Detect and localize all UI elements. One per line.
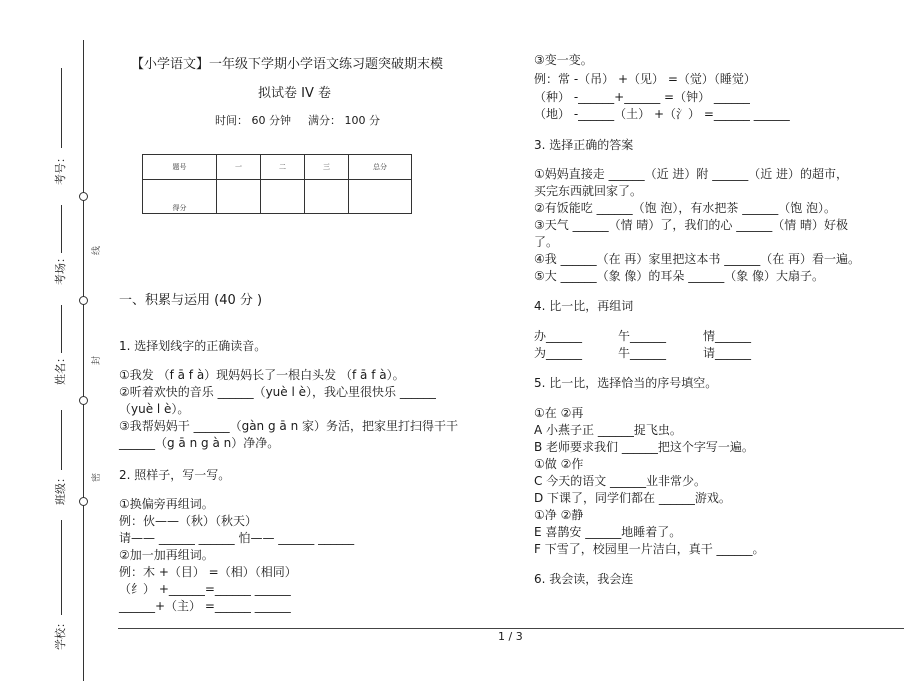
q3-line: ⑤大 ______（象 像）的耳朵 ______（象 像）大扇子。 (534, 269, 825, 283)
q3-line: ④我 ______（在 再）家里把这本书 ______（在 再）看一遍。 (534, 252, 861, 266)
q5-line: B 老师要求我们 ______把这个字写一遍。 (534, 440, 754, 454)
name-label: 姓名： (54, 352, 67, 385)
question-4-title: 4. 比一比，再组词 (534, 299, 634, 313)
question-6-title: 6. 我会读，我会连 (534, 572, 634, 586)
q3-line: 买完东西就回家了。 (534, 184, 643, 198)
binding-line (83, 304, 84, 398)
q1-line: ______（g ā n g à n）净净。 (119, 436, 280, 450)
score-row-label: 得分 (143, 180, 217, 214)
q5-line: F 下雪了，校园里一片洁白，真干 ______。 (534, 542, 765, 556)
score-table (142, 154, 412, 214)
question-2-title: 2. 照样子，写一写。 (119, 468, 231, 482)
q5-line: D 下课了，同学们都在 ______游戏。 (534, 491, 731, 505)
section-1-heading: 一、积累与运用 (40 分 ) (119, 293, 263, 308)
q4-cell: 请______ (703, 346, 752, 360)
binding-line (83, 404, 84, 499)
q4-cell: 为______ (534, 346, 583, 360)
score-header: 总分 (349, 155, 412, 180)
q5-line: ①净 ②静 (534, 508, 584, 522)
exam-room-label: 考场： (54, 252, 67, 285)
q4-cell: 午______ (618, 329, 667, 343)
binding-line (83, 40, 84, 195)
page-subtitle: 拟试卷 IV 卷 (258, 86, 331, 101)
q5-line: E 喜鹊安 ______地睡着了。 (534, 525, 682, 539)
class-blank[interactable] (61, 410, 62, 470)
school-blank[interactable] (61, 520, 62, 615)
cut-mark-line: 线 (92, 245, 102, 255)
q2-cont-line: ③变一变。 (534, 53, 593, 67)
score-header: 二 (261, 155, 305, 180)
exam-room-blank[interactable] (61, 205, 62, 253)
exam-number-label: 考号： (54, 152, 67, 185)
score-cell[interactable] (305, 180, 349, 214)
q2-cont-line: （地） -______（土） +（氵） =______ ______ (534, 107, 790, 121)
q2-line: ①换偏旁再组词。 (119, 497, 214, 511)
q4-cell: 办______ (534, 329, 583, 343)
q5-line: ①在 ②再 (534, 406, 584, 420)
q3-line: ③天气 ______（情 晴）了，我们的心 ______（情 晴）好极 (534, 218, 849, 232)
exam-meta (215, 114, 380, 128)
score-header: 三 (305, 155, 349, 180)
q2-line: （纟） +______=______ ______ (119, 582, 291, 596)
score-header: 一 (217, 155, 261, 180)
q5-line: A 小燕子正 ______捉飞虫。 (534, 423, 682, 437)
school-label: 学校： (54, 617, 67, 650)
question-5-title: 5. 比一比，选择恰当的序号填空。 (534, 376, 718, 390)
question-3-title: 3. 选择正确的答案 (534, 138, 634, 152)
q1-line: ③我帮妈妈干 ______（gàn g ā n 家）务活，把家里打扫得干干 (119, 419, 458, 433)
q2-line: ②加一加再组词。 (119, 548, 214, 562)
cut-mark-secret: 密 (92, 472, 102, 482)
binding-line (83, 505, 84, 681)
name-blank[interactable] (61, 305, 62, 353)
score-cell[interactable] (349, 180, 412, 214)
q2-line: ______+（主） =______ ______ (119, 599, 291, 613)
q5-line: ①做 ②作 (534, 457, 584, 471)
time-label: 时间： (215, 114, 248, 127)
question-1-title: 1. 选择划线字的正确读音。 (119, 339, 267, 353)
q1-line: ②听着欢快的音乐 ______（yuè l è），我心里很快乐 ______ (119, 385, 436, 399)
q5-line: C 今天的语文 ______业非常少。 (534, 474, 707, 488)
score-value: 100 分 (344, 114, 380, 127)
time-value: 60 分钟 (251, 114, 291, 127)
score-cell[interactable] (261, 180, 305, 214)
q1-line: ①我发 （f ā f à）现妈妈长了一根白头发 （f ā f à）。 (119, 368, 405, 382)
q2-cont-line: 例：常 -（吊） +（见） =（觉）（睡觉） (534, 72, 756, 86)
cut-mark-seal: 封 (92, 355, 102, 365)
q3-line: ①妈妈直接走 ______（近 进）附 ______（近 进）的超市， (534, 167, 849, 181)
q2-line: 例：伙——（秋）（秋天） (119, 514, 258, 528)
page-number: 1 / 3 (498, 630, 523, 643)
footer-rule (118, 628, 904, 629)
q3-line: ②有饭能吃 ______（饱 泡），有水把茶 ______（饱 泡）。 (534, 201, 837, 215)
page-title: 【小学语文】一年级下学期小学语文练习题突破期末模 (131, 57, 444, 72)
q2-line: 请—— ______ ______ 怕—— ______ ______ (119, 531, 355, 545)
q1-line: （yuè l è）。 (119, 402, 190, 416)
q2-line: 例：木 +（目） =（相）（相同） (119, 565, 297, 579)
binding-line (83, 200, 84, 298)
q2-cont-line: （种） -______+______ =（钟） ______ (534, 90, 750, 104)
score-cell[interactable] (217, 180, 261, 214)
q3-line: 了。 (534, 235, 559, 249)
score-label: 满分： (308, 114, 341, 127)
q4-cell: 牛______ (618, 346, 667, 360)
exam-number-blank[interactable] (61, 68, 62, 148)
score-header: 题号 (143, 155, 217, 180)
class-label: 班级： (54, 472, 67, 505)
q4-cell: 情______ (703, 329, 752, 343)
